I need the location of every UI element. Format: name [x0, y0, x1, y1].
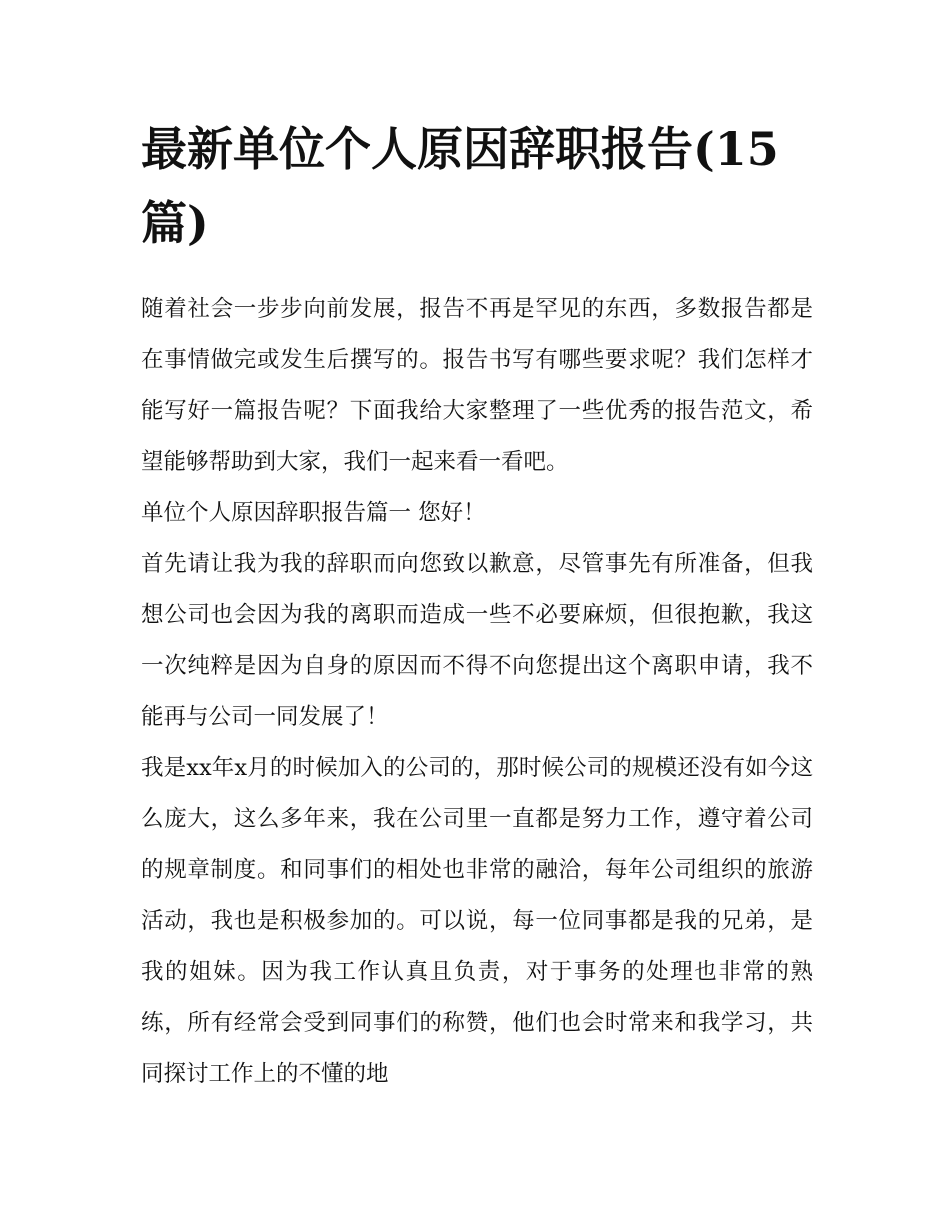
section-heading-greeting: 单位个人原因辞职报告篇一 您好！	[141, 500, 486, 526]
body-paragraph: 我是xx年x月的时候加入的公司的，那时候公司的规模还没有如今这么庞大，这么多年来，我在公司里一直都是努力工作，遵守着公司的规章制度。和同事们的相处也非常的融洽，每年公司组织的旅游活动，我也是积极参加的。可以说，每一位同事都是我的兄弟，是我的姐妹。因为我工作认真且负责，对于事务的处理也非常的熟练，所有经常会受到同事们的称赞，他们也会时常来和我学习，共同探讨工作上的不懂的地	[141, 755, 813, 1087]
document-title: 最新单位个人原因辞职报告(15篇)	[141, 122, 779, 250]
intro-paragraph: 随着社会一步步向前发展，报告不再是罕见的东西，多数报告都是在事情做完或发生后撰写的。报告书写有哪些要求呢？我们怎样才能写好一篇报告呢？下面我给大家整理了一些优秀的报告范文，希望能够帮助到大家，我们一起来看一看吧。	[141, 296, 813, 475]
document-body	[141, 112, 813, 1100]
body-paragraph: 首先请让我为我的辞职而向您致以歉意，尽管事先有所准备，但我想公司也会因为我的离职而造成一些不必要麻烦，但很抱歉，我这一次纯粹是因为自身的原因而不得不向您提出这个离职申请，我不能再与公司一同发展了！	[141, 551, 813, 730]
